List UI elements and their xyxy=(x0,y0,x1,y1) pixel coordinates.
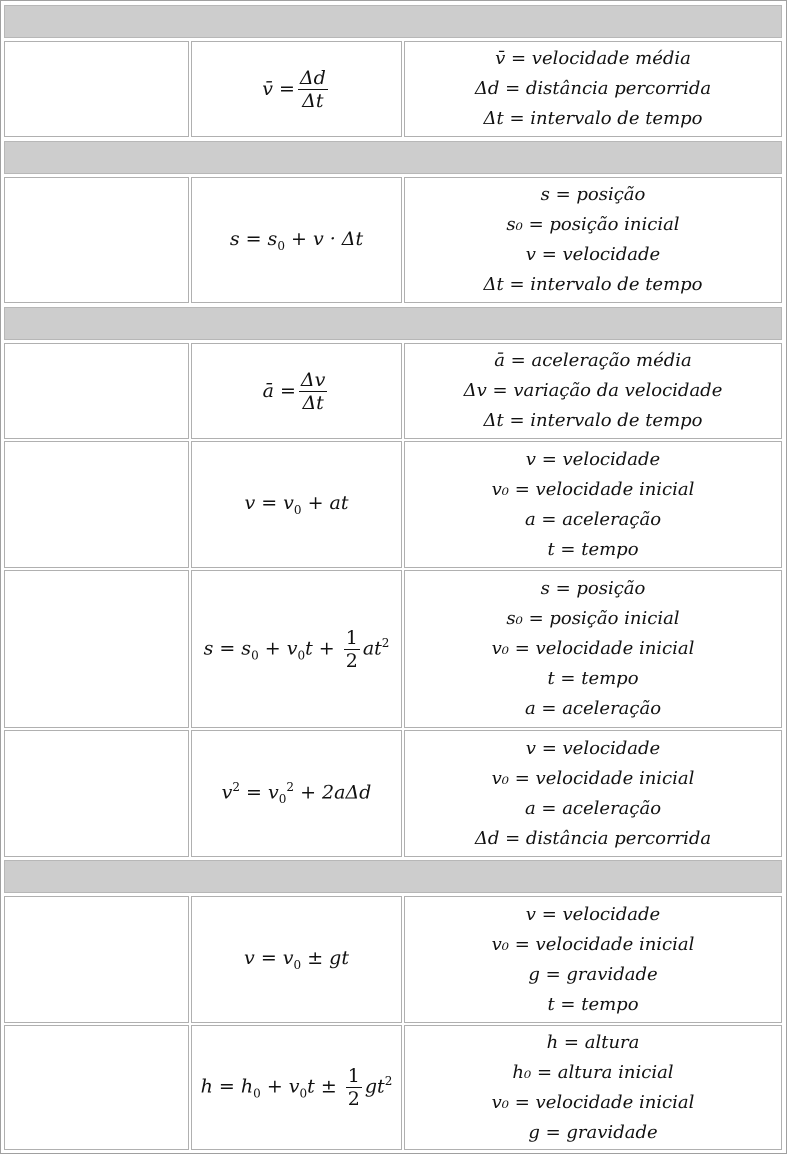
formula-part: v = v xyxy=(244,492,294,515)
definitions-cell-6 xyxy=(404,730,782,857)
formula-part: at xyxy=(362,637,382,659)
formula-part: h = h xyxy=(200,1075,254,1098)
numerator: 1 xyxy=(345,626,358,649)
definition-line: g = gravidade xyxy=(528,1121,658,1143)
subscript: 0 xyxy=(251,647,259,662)
equals-sign: = xyxy=(279,380,296,402)
name-cell-8 xyxy=(4,1025,189,1150)
name-cell-4 xyxy=(4,441,189,568)
definition-line: s = posição xyxy=(540,184,646,205)
numerator: Δv xyxy=(300,368,326,391)
formula-cell-4 xyxy=(191,441,402,568)
definition-line: h = altura xyxy=(546,1031,640,1053)
definitions-cell-2 xyxy=(404,177,782,303)
definition-line: a = aceleração xyxy=(524,797,662,819)
definition-line: v = velocidade xyxy=(525,448,661,470)
definition-line: s₀ = posição inicial xyxy=(506,214,680,235)
definition-line: Δt = intervalo de tempo xyxy=(483,274,703,295)
subscript: 0 xyxy=(299,1086,308,1101)
denominator: 2 xyxy=(347,1088,360,1110)
definitions-cell-3 xyxy=(404,343,782,439)
definition-line: a = aceleração xyxy=(524,698,662,719)
numerator: Δd xyxy=(299,66,326,89)
definition-line: v̄ = velocidade média xyxy=(495,48,691,69)
formula-cell-7 xyxy=(191,896,402,1023)
definition-line: a = aceleração xyxy=(524,508,662,530)
fraction xyxy=(344,627,360,672)
definition-line: h₀ = altura inicial xyxy=(512,1061,674,1083)
formula-cell-1 xyxy=(191,41,402,137)
formula-text xyxy=(201,1065,393,1110)
subscript: 0 xyxy=(297,647,306,662)
definition-line: v₀ = velocidade inicial xyxy=(491,767,695,789)
definition-line: Δd = distância percorrida xyxy=(474,827,712,849)
formula-text xyxy=(204,627,390,672)
name-cell-7 xyxy=(4,896,189,1023)
formula-cell-3 xyxy=(191,343,402,439)
formula-part: + v · Δt xyxy=(284,227,364,250)
definition-line: Δv = variação da velocidade xyxy=(463,380,723,401)
formula-cell-2 xyxy=(191,177,402,303)
subscript: 0 xyxy=(253,1086,261,1101)
fraction xyxy=(298,67,328,112)
formula-part: v xyxy=(221,781,233,804)
definition-line: v₀ = velocidade inicial xyxy=(491,638,695,659)
formula-cell-8 xyxy=(191,1025,402,1150)
name-cell-5 xyxy=(4,570,189,728)
numerator: 1 xyxy=(347,1065,360,1087)
definition-line: g = gravidade xyxy=(528,963,658,985)
subscript: 0 xyxy=(293,957,302,972)
fraction xyxy=(346,1065,362,1110)
formula-text xyxy=(244,947,349,972)
denominator: 2 xyxy=(345,649,358,672)
formula-part: s = s xyxy=(229,227,278,250)
formula-cell-6 xyxy=(191,730,402,857)
definition-line: v₀ = velocidade inicial xyxy=(491,933,695,955)
subscript: 0 xyxy=(293,502,302,517)
definitions-cell-7 xyxy=(404,896,782,1023)
name-cell-3 xyxy=(4,343,189,439)
exponent: 2 xyxy=(232,780,241,795)
definition-line: Δt = intervalo de tempo xyxy=(483,410,703,431)
definition-line: v = velocidade xyxy=(525,737,661,759)
definitions-cell-4 xyxy=(404,441,782,568)
definition-line: v = velocidade xyxy=(525,244,661,265)
formula-part: s = s xyxy=(203,637,252,659)
definition-line: s₀ = posição inicial xyxy=(506,608,680,629)
formula-part: = v xyxy=(240,781,279,804)
definition-line: v₀ = velocidade inicial xyxy=(491,1091,695,1113)
formula-part: t + xyxy=(305,637,341,659)
definition-line: Δt = intervalo de tempo xyxy=(483,108,703,129)
formula-part: + v xyxy=(258,637,298,659)
definition-line: t = tempo xyxy=(547,538,639,560)
formula-lhs: v̄ xyxy=(262,78,273,100)
definition-line: s = posição xyxy=(540,578,646,599)
section-header-1 xyxy=(4,5,782,38)
exponent: 2 xyxy=(286,780,295,795)
exponent: 2 xyxy=(384,1074,393,1089)
definition-line: Δd = distância percorrida xyxy=(474,78,712,99)
name-cell-2 xyxy=(4,177,189,303)
fraction xyxy=(299,369,327,414)
definitions-cell-8 xyxy=(404,1025,782,1150)
section-header-3 xyxy=(4,307,782,340)
section-header-2 xyxy=(4,141,782,174)
definitions-cell-5 xyxy=(404,570,782,728)
definition-line: ā = aceleração média xyxy=(494,350,692,371)
definition-line: v₀ = velocidade inicial xyxy=(491,478,695,500)
denominator: Δt xyxy=(302,89,324,112)
formula-lhs: ā xyxy=(262,380,274,402)
definition-line: v = velocidade xyxy=(525,903,661,925)
formula-cell-5 xyxy=(191,570,402,728)
formula-part: t ± xyxy=(307,1075,343,1098)
formula-part: + 2aΔd xyxy=(294,781,372,804)
formula-part: + at xyxy=(301,492,349,515)
definition-line: t = tempo xyxy=(547,993,639,1015)
denominator: Δt xyxy=(302,391,324,414)
definition-line: t = tempo xyxy=(547,668,639,689)
formula-part: + v xyxy=(260,1075,300,1098)
formula-text xyxy=(244,492,348,517)
formula-part: ± gt xyxy=(301,947,349,970)
definitions-cell-1 xyxy=(404,41,782,137)
name-cell-6 xyxy=(4,730,189,857)
subscript: 0 xyxy=(277,238,285,253)
section-header-4 xyxy=(4,860,782,893)
formula-text xyxy=(222,780,372,806)
subscript: 0 xyxy=(278,792,287,807)
formula-part: v = v xyxy=(244,947,294,970)
formula-text xyxy=(230,228,363,253)
exponent: 2 xyxy=(381,635,390,650)
name-cell-1 xyxy=(4,41,189,137)
equals-sign: = xyxy=(278,78,295,100)
formula-part: gt xyxy=(364,1075,385,1098)
